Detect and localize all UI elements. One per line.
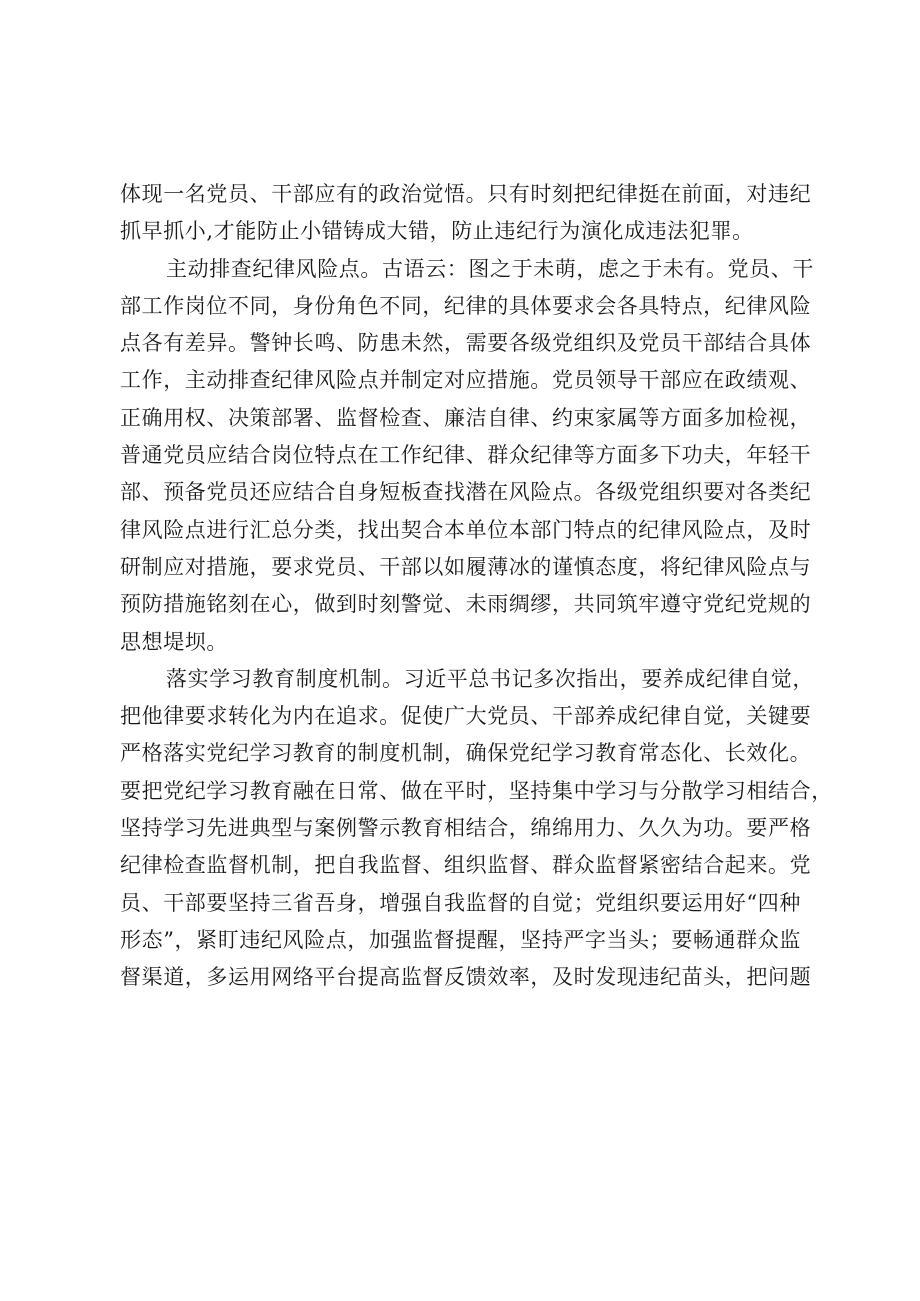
- text-line: 点各有差异。警钟长鸣、防患未然，需要各级党组织及党员干部结合具体: [120, 331, 812, 356]
- text-line: 部工作岗位不同，身份角色不同，纪律的具体要求会各具特点，纪律风险: [120, 293, 812, 318]
- text-line: 普通党员应结合岗位特点在工作纪律、群众纪律等方面多下功夫，年轻干: [120, 443, 812, 468]
- text-line: 正确用权、决策部署、监督检查、廉洁自律、约束家属等方面多加检视，: [120, 405, 812, 430]
- paragraph-first-line: 主动排查纪律风险点。古语云：图之于未萌，虑之于未有。党员、干: [166, 256, 814, 281]
- text-line: 部、预备党员还应结合自身短板查找潜在风险点。各级党组织要对各类纪: [120, 480, 812, 505]
- text-line: 严格落实党纪学习教育的制度机制，确保党纪学习教育常态化、长效化。: [120, 741, 812, 766]
- text-line: 抓早抓小,才能防止小错铸成大错，防止违纪行为演化成违法犯罪。: [120, 219, 754, 244]
- paragraph-first-line: 落实学习教育制度机制。习近平总书记多次指出，要养成纪律自觉，: [166, 666, 814, 691]
- text-line: 形态”，紧盯违纪风险点，加强监督提醒，坚持严字当头；要畅通群众监: [120, 927, 801, 952]
- text-line: 纪律检查监督机制，把自我监督、组织监督、群众监督紧密结合起来。党: [120, 853, 812, 878]
- document-body: [120, 176, 833, 997]
- paragraph-continuation: [120, 176, 820, 251]
- text-line: 坚持学习先进典型与案例警示教育相结合，绵绵用力、久久为功。要严格: [120, 816, 812, 841]
- text-line: 要把党纪学习教育融在日常、做在平时，坚持集中学习与分散学习相结合，: [120, 778, 833, 803]
- text-line: 律风险点进行汇总分类，找出契合本单位本部门特点的纪律风险点，及时: [120, 517, 812, 542]
- text-line: 体现一名党员、干部应有的政治觉悟。只有时刻把纪律挺在前面，对违纪: [120, 182, 812, 206]
- text-line: 思想堤坝。: [120, 629, 228, 654]
- paragraph-study-mechanism: [120, 661, 833, 997]
- text-line: 督渠道，多运用网络平台提高监督反馈效率，及时发现违纪苗头，把问题: [120, 965, 812, 990]
- text-line: 把他律要求转化为内在追求。促使广大党员、干部养成纪律自觉，关键要: [120, 704, 812, 729]
- text-line: 预防措施铭刻在心，做到时刻警觉、未雨绸缪，共同筑牢遵守党纪党规的: [120, 592, 812, 617]
- text-line: 工作，主动排查纪律风险点并制定对应措施。党员领导干部应在政绩观、: [120, 368, 812, 393]
- text-line: 员、干部要坚持三省吾身，增强自我监督的自觉；党组织要运用好“四种: [120, 890, 801, 915]
- paragraph-risk-points: [120, 251, 820, 661]
- text-line: 研制应对措施，要求党员、干部以如履薄冰的谨慎态度，将纪律风险点与: [120, 554, 812, 579]
